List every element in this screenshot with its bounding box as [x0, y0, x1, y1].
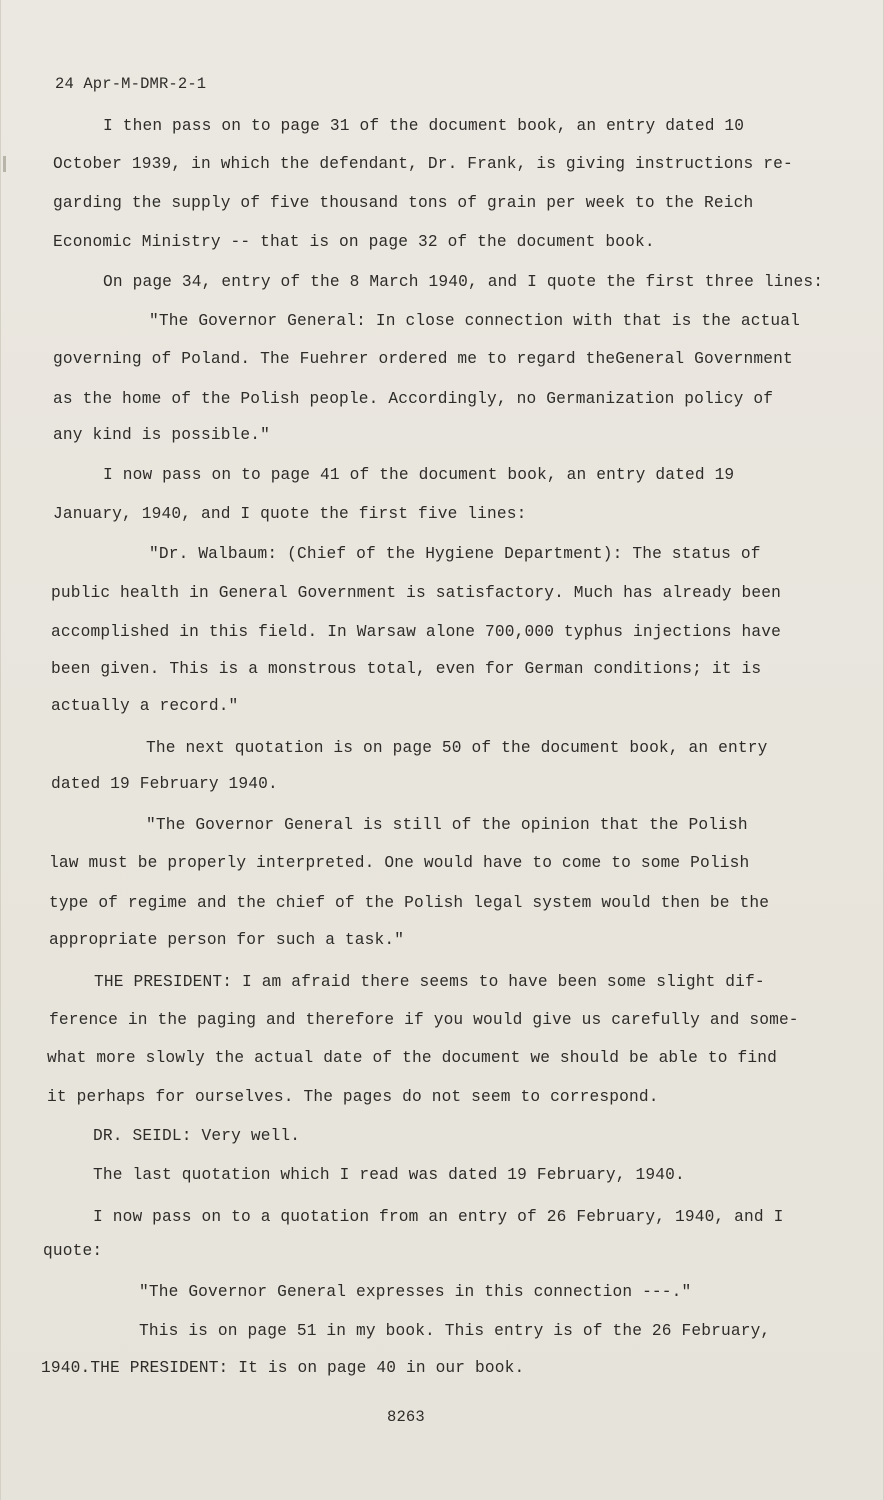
text-line: January, 1940, and I quote the first five lines:: [53, 505, 527, 523]
text-line: October 1939, in which the defendant, Dr. Frank, is giving instructions re-: [53, 155, 793, 173]
text-line: THE PRESIDENT: I am afraid there seems to have been some slight dif-: [94, 973, 765, 991]
text-line: I now pass on to a quotation from an entry of 26 February, 1940, and I: [93, 1208, 784, 1226]
quote-line: "The Governor General is still of the opinion that the Polish: [146, 816, 748, 834]
quote-line: accomplished in this field. In Warsaw alone 700,000 typhus injections have: [51, 623, 781, 641]
text-line: This is on page 51 in my book. This entry is of the 26 February,: [139, 1322, 771, 1340]
quote-line: actually a record.": [51, 697, 239, 715]
text-line: The next quotation is on page 50 of the document book, an entry: [146, 739, 768, 757]
text-line: it perhaps for ourselves. The pages do not seem to correspond.: [47, 1088, 659, 1106]
text-line: The last quotation which I read was dated 19 February, 1940.: [93, 1166, 685, 1184]
text-line: On page 34, entry of the 8 March 1940, and I quote the first three lines:: [103, 273, 824, 291]
margin-mark: [3, 156, 6, 172]
quote-line: public health in General Government is satisfactory. Much has already been: [51, 584, 781, 602]
text-line: Economic Ministry -- that is on page 32 of the document book.: [53, 233, 655, 251]
quote-line: type of regime and the chief of the Polish legal system would then be the: [49, 894, 770, 912]
text-line: I then pass on to page 31 of the document book, an entry dated 10: [103, 117, 745, 135]
quote-line: governing of Poland. The Fuehrer ordered me to regard theGeneral Government: [53, 350, 793, 368]
text-line: I now pass on to page 41 of the document book, an entry dated 19: [103, 466, 735, 484]
quote-line: appropriate person for such a task.": [49, 931, 405, 949]
text-line: dated 19 February 1940.: [51, 775, 278, 793]
text-line: DR. SEIDL: Very well.: [93, 1127, 301, 1145]
text-line: quote:: [43, 1242, 103, 1260]
quote-line: any kind is possible.": [53, 426, 271, 444]
quote-line: "Dr. Walbaum: (Chief of the Hygiene Department): The status of: [149, 545, 761, 563]
quote-line: law must be properly interpreted. One would have to come to some Polish: [49, 854, 750, 872]
text-line: what more slowly the actual date of the document we should be able to find: [47, 1049, 777, 1067]
text-line: ference in the paging and therefore if you would give us carefully and some-: [49, 1011, 799, 1029]
text-line: garding the supply of five thousand tons of grain per week to the Reich: [53, 194, 754, 212]
text-line: 1940.THE PRESIDENT: It is on page 40 in our book.: [41, 1359, 525, 1377]
document-reference: 24 Apr-M-DMR-2-1: [55, 75, 207, 93]
quote-line: "The Governor General expresses in this connection ---.": [139, 1283, 692, 1301]
quote-line: "The Governor General: In close connection with that is the actual: [149, 312, 801, 330]
quote-line: been given. This is a monstrous total, even for German conditions; it is: [51, 660, 762, 678]
page-number: 8263: [387, 1408, 425, 1426]
quote-line: as the home of the Polish people. Accordingly, no Germanization policy of: [53, 390, 774, 408]
